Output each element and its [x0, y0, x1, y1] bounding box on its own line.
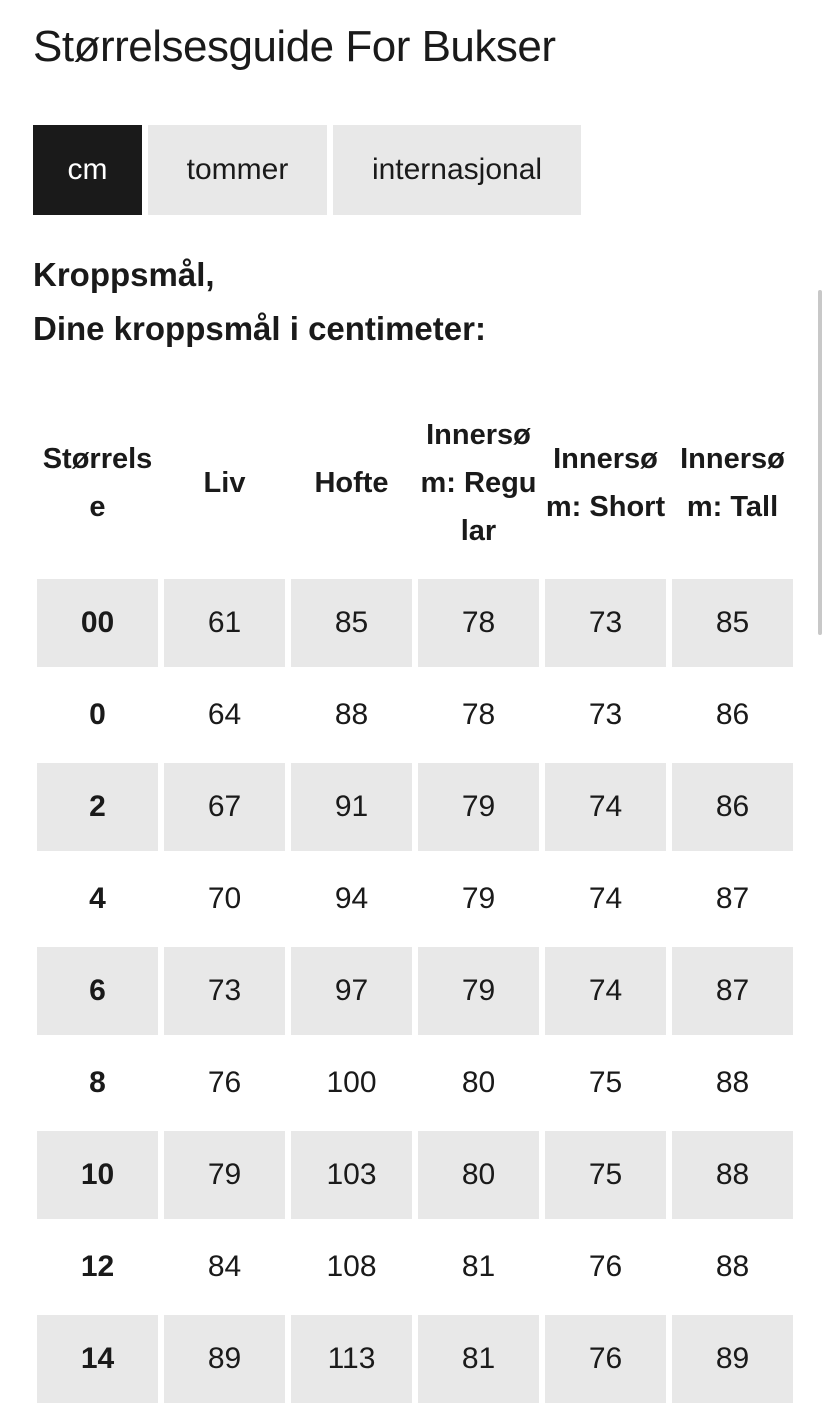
table-row [37, 667, 793, 759]
tab-tommer[interactable]: tommer [148, 125, 327, 215]
cell-size: 12 [37, 1219, 158, 1311]
table-row [37, 759, 793, 851]
cell-inseam-tall: 87 [672, 943, 793, 1035]
scrollbar[interactable] [818, 290, 822, 635]
cell-hip: 113 [291, 1311, 412, 1403]
page-title: Størrelsesguide For Bukser [33, 22, 556, 71]
cell-inseam-tall: 86 [672, 759, 793, 851]
cell-waist: 73 [164, 943, 285, 1035]
cell-inseam-tall: 88 [672, 1035, 793, 1127]
cell-inseam-tall: 88 [672, 1127, 793, 1219]
cell-size: 0 [37, 667, 158, 759]
cell-inseam-short: 73 [545, 563, 666, 667]
cell-size: 10 [37, 1127, 158, 1219]
cell-inseam-tall: 87 [672, 851, 793, 943]
cell-inseam-short: 74 [545, 851, 666, 943]
cell-inseam-short: 76 [545, 1311, 666, 1403]
cell-hip: 108 [291, 1219, 412, 1311]
header-hip: Hofte [314, 467, 389, 499]
tab-internasjonal[interactable]: internasjonal [333, 125, 581, 215]
cell-size: 4 [37, 851, 158, 943]
cell-inseam-regular: 79 [418, 943, 539, 1035]
table-header-row [37, 403, 793, 563]
cell-inseam-regular: 79 [418, 851, 539, 943]
section-heading [33, 248, 486, 356]
section-heading-line1: Kroppsmål, [33, 256, 215, 293]
cell-hip: 85 [291, 563, 412, 667]
header-inseam-regular: Innersøm: Regular [420, 419, 537, 547]
cell-waist: 76 [164, 1035, 285, 1127]
cell-hip: 94 [291, 851, 412, 943]
table-row [37, 1219, 793, 1311]
cell-inseam-short: 75 [545, 1127, 666, 1219]
cell-hip: 100 [291, 1035, 412, 1127]
cell-waist: 67 [164, 759, 285, 851]
cell-inseam-regular: 78 [418, 667, 539, 759]
cell-inseam-tall: 86 [672, 667, 793, 759]
cell-waist: 84 [164, 1219, 285, 1311]
header-size: Størrelse [42, 443, 153, 523]
header-inseam-tall: Innersøm: Tall [680, 443, 785, 523]
cell-inseam-short: 74 [545, 759, 666, 851]
cell-waist: 64 [164, 667, 285, 759]
cell-hip: 97 [291, 943, 412, 1035]
table-row [37, 1035, 793, 1127]
cell-hip: 88 [291, 667, 412, 759]
unit-tabs [33, 125, 581, 215]
cell-inseam-regular: 80 [418, 1127, 539, 1219]
cell-size: 2 [37, 759, 158, 851]
cell-waist: 79 [164, 1127, 285, 1219]
cell-waist: 61 [164, 563, 285, 667]
header-waist: Liv [203, 467, 246, 499]
cell-inseam-short: 75 [545, 1035, 666, 1127]
cell-waist: 89 [164, 1311, 285, 1403]
cell-inseam-regular: 78 [418, 563, 539, 667]
size-table [31, 403, 799, 1403]
cell-hip: 103 [291, 1127, 412, 1219]
cell-inseam-regular: 79 [418, 759, 539, 851]
cell-inseam-short: 73 [545, 667, 666, 759]
cell-inseam-short: 76 [545, 1219, 666, 1311]
cell-inseam-tall: 88 [672, 1219, 793, 1311]
cell-inseam-tall: 85 [672, 563, 793, 667]
table-row [37, 943, 793, 1035]
header-inseam-short: Innersøm: Short [545, 443, 666, 523]
cell-size: 14 [37, 1311, 158, 1403]
table-row [37, 1311, 793, 1403]
table-row [37, 1127, 793, 1219]
table-row [37, 563, 793, 667]
cell-inseam-regular: 80 [418, 1035, 539, 1127]
cell-inseam-tall: 89 [672, 1311, 793, 1403]
cell-inseam-regular: 81 [418, 1219, 539, 1311]
cell-inseam-regular: 81 [418, 1311, 539, 1403]
section-heading-line2: Dine kroppsmål i centimeter: [33, 310, 486, 347]
cell-size: 8 [37, 1035, 158, 1127]
cell-inseam-short: 74 [545, 943, 666, 1035]
tab-cm[interactable]: cm [33, 125, 142, 215]
cell-hip: 91 [291, 759, 412, 851]
cell-waist: 70 [164, 851, 285, 943]
cell-size: 00 [37, 563, 158, 667]
cell-size: 6 [37, 943, 158, 1035]
table-row [37, 851, 793, 943]
table-body [37, 563, 793, 1403]
